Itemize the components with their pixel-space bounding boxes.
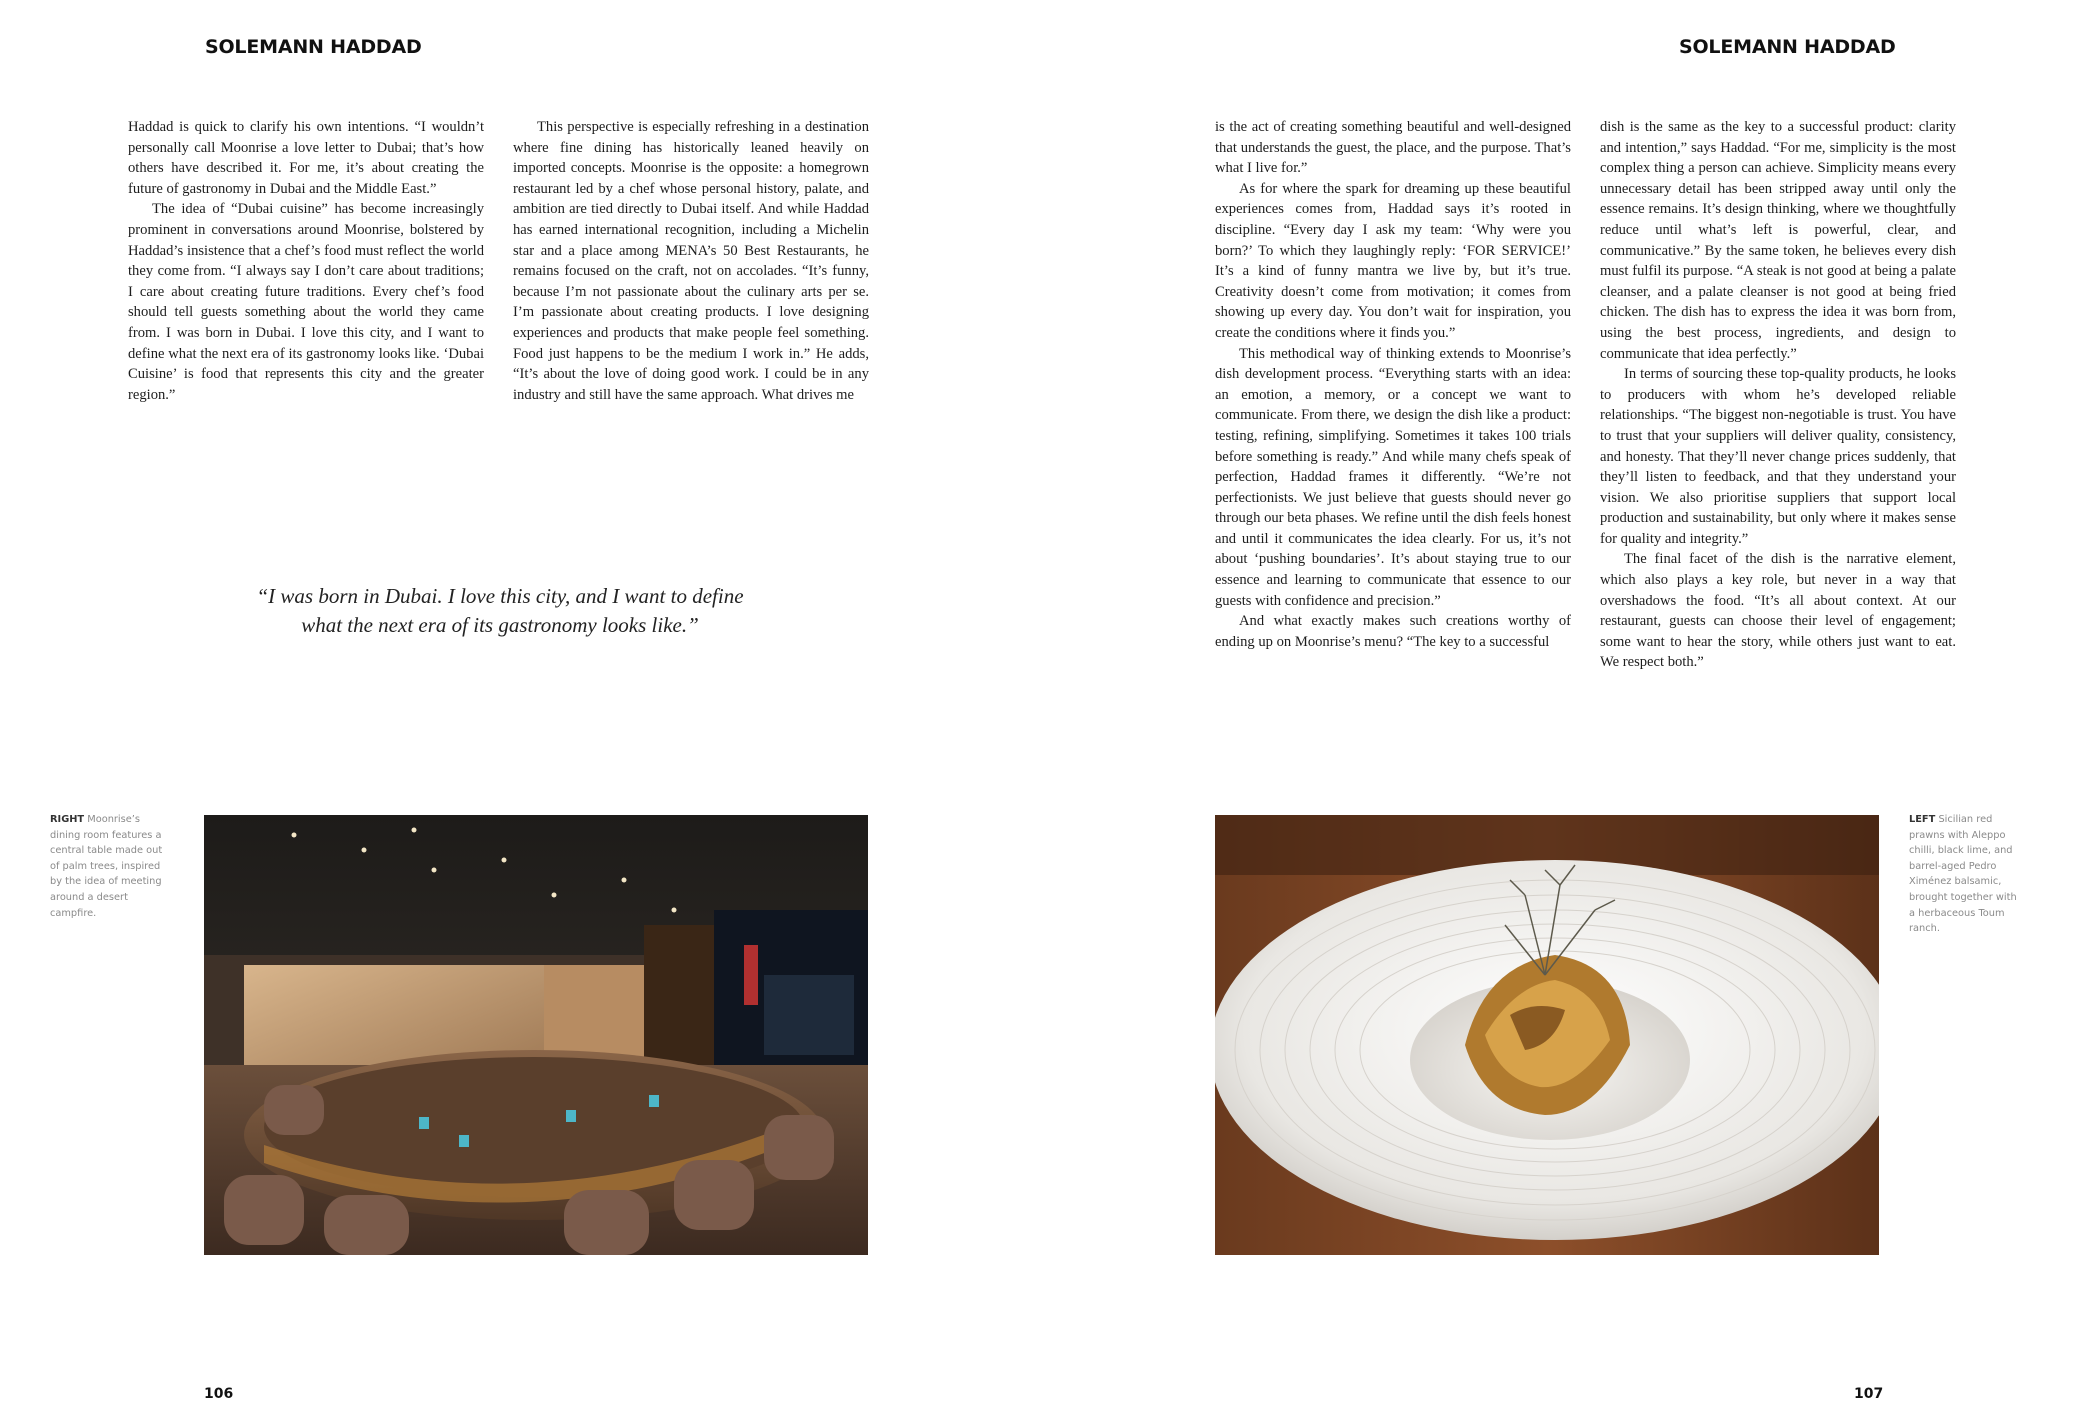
paragraph: And what exactly makes such creations worthy of ending up on Moonrise’s menu? “The key to a successful [1215, 613, 1571, 650]
right-page [1039, 0, 2078, 1416]
pull-quote [240, 582, 760, 640]
caption-label: RIGHT [50, 814, 85, 825]
paragraph: As for where the spark for dreaming up these beautiful experiences comes from, Haddad says it’s rooted in discipline. “Every day I ask my team: ‘Why were you born?’ To which they laughingly reply: ‘FOR SERVICE!’ It’s a kind of funny mantra we live by, but it’s true. Creativity doesn’t come from motivation; it comes from showing up every day. You don’t wait for inspiration, you create the conditions where it finds you.” [1215, 180, 1571, 341]
running-head: SOLEMANN HADDAD [205, 36, 422, 58]
paragraph: Haddad is quick to clarify his own intentions. “I wouldn’t personally call Moonrise a love letter to Dubai; that’s how others have described it. For me, it’s about creating the future of gastronomy in Dubai and the Middle East.” [128, 119, 484, 197]
paragraph: The idea of “Dubai cuisine” has become increasingly prominent in conversations around Moonrise, bolstered by Haddad’s insistence that a chef’s food must reflect the world they come from. “I always say I don’t care about traditions; I care about creating future traditions. Every chef’s food should tell guests something about the world they came from. I was born in Dubai. I love this city, and I want to define what the next era of its gastronomy looks like. ‘Dubai Cuisine’ is food that represents this city and the greater region.” [128, 201, 484, 403]
pull-quote-line: “I was born in Dubai. I love this city, and I want to define [256, 584, 744, 608]
body-column-4 [1600, 117, 1956, 673]
paragraph: The final facet of the dish is the narrative element, which also plays a key role, but never in a way that overshadows the food. “It’s all about context. At our restaurant, guests can choose their level of engagement; some want to hear the story, while others just want to eat. We respect both.” [1600, 551, 1956, 671]
body-column-3 [1215, 117, 1571, 652]
caption-text: Sicilian red prawns with Aleppo chilli, black lime, and barrel-aged Pedro Ximénez balsamic, brought together with a herbaceous Toum ranch. [1909, 814, 2017, 935]
paragraph: In terms of sourcing these top-quality products, he looks to producers with whom he’s developed reliable relationships. “The biggest non-negotiable is trust. You have to trust that your suppliers will deliver quality, consistency, and honesty. That they’ll never change prices suddenly, that they’ll listen to feedback, and that they understand your vision. We also prioritise suppliers that support local production and sustainability, but only where it makes sense for quality and integrity.” [1600, 366, 1956, 547]
paragraph: This methodical way of thinking extends to Moonrise’s dish development process. “Everything starts with an idea: an emotion, a memory, or a concept we want to communicate. From there, we design the dish like a product: testing, refining, simplifying. Sometimes it takes 100 trials before something is ready.” And while many chefs speak of perfection, Haddad frames it differently. “We’re not perfectionists. We just believe that guests should never go through our beta phases. We refine until the dish feels honest and until it communicates the idea clearly. For us, it’s not about ‘pushing boundaries’. It’s about staying true to our essence and learning to communicate that essence to our guests with confidence and precision.” [1215, 345, 1571, 609]
photo-caption [50, 812, 165, 921]
page-number: 107 [1854, 1386, 1884, 1402]
paragraph: dish is the same as the key to a successful product: clarity and intention,” says Haddad. “For me, simplicity is the most complex thing a person can achieve. Simplicity means every unnecessary detail has been stripped away until only the essence remains. It’s design thinking, where we thoughtfully reduce until what’s left is powerful, clear, and communicative.” By the same token, he believes every dish must fulfil its purpose. “A steak is not good at being a palate cleanser, and a palate cleanser is not good at being fried chicken. The dish has to express the idea it was born from, using the best process, ingredients, and design to communicate that idea perfectly.” [1600, 119, 1956, 362]
prawn-dish-illustration [1215, 815, 1879, 1255]
body-column-2 [513, 117, 869, 405]
running-head: SOLEMANN HADDAD [1679, 36, 1896, 58]
dish-photo [1215, 815, 1879, 1255]
paragraph: This perspective is especially refreshing in a destination where fine dining has historically leaned heavily on imported concepts. Moonrise is the opposite: a homegrown restaurant led by a chef whose personal history, palate, and ambition are tied directly to Dubai itself. And while Haddad has earned international recognition, including a Michelin star and a place among MENA’s 50 Best Restaurants, he remains focused on the craft, not on accolades. “It’s funny, because I’m not passionate about the culinary arts per se. I’m passionate about creating products. I love designing experiences and products that make people feel something. Food just happens to be the medium I work in.” He adds, “It’s about the love of doing good work. I could be in any industry and still have the same approach. What drives me [513, 119, 869, 403]
body-column-1 [128, 117, 484, 405]
page-number: 106 [204, 1386, 234, 1402]
photo-caption [1909, 812, 2024, 937]
dining-room-photo [204, 815, 868, 1255]
dining-room-illustration [204, 815, 868, 1255]
caption-label: LEFT [1909, 814, 1936, 825]
pull-quote-line: what the next era of its gastronomy looks like.” [301, 613, 699, 637]
paragraph: is the act of creating something beautiful and well-designed that understands the guest, the place, and the purpose. That’s what I live for.” [1215, 119, 1571, 177]
caption-text: Moonrise’s dining room features a central table made out of palm trees, inspired by the idea of meeting around a desert campfire. [50, 814, 163, 919]
